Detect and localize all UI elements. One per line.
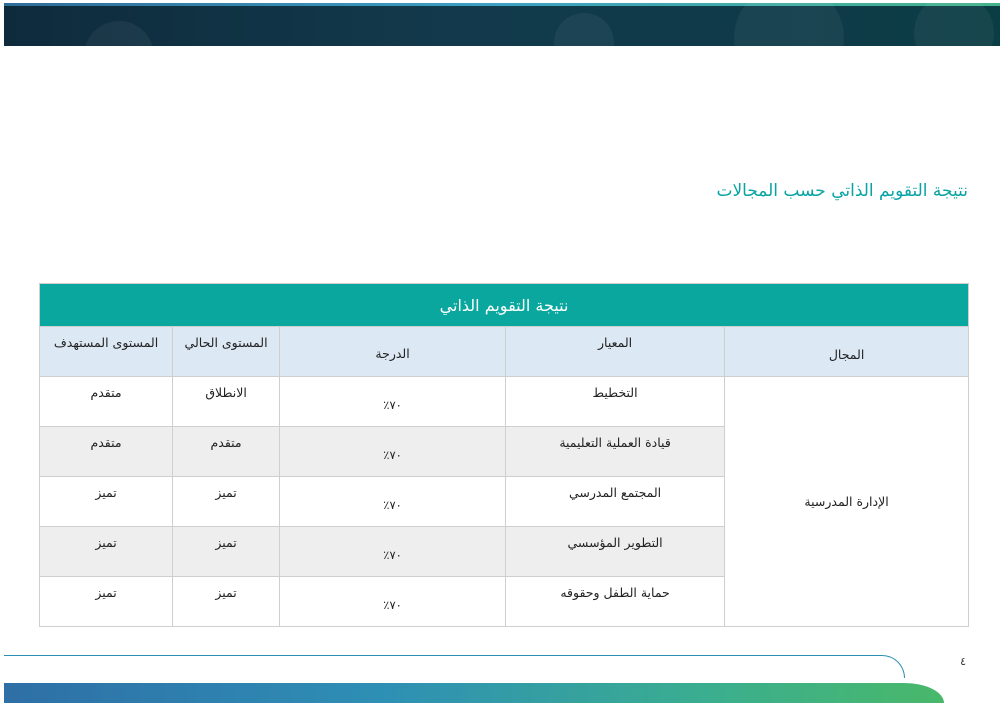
criterion-cell: المجتمع المدرسي — [506, 477, 725, 527]
banner-decoration — [914, 3, 994, 46]
score-cell: ٧٠٪ — [280, 427, 506, 477]
table-caption-row — [40, 284, 969, 327]
self-evaluation-table — [39, 283, 969, 627]
score-cell: ٧٠٪ — [280, 377, 506, 427]
header-criterion: المعيار — [506, 327, 725, 377]
banner-decoration — [734, 3, 844, 46]
target-level-cell: متقدم — [40, 427, 173, 477]
target-level-cell: تميز — [40, 577, 173, 627]
table-caption: نتيجة التقويم الذاتي — [40, 284, 969, 327]
table-row — [40, 377, 969, 427]
criterion-cell: قيادة العملية التعليمية — [506, 427, 725, 477]
footer-gradient-bar — [4, 683, 944, 703]
score-cell: ٧٠٪ — [280, 477, 506, 527]
header-target-level: المستوى المستهدف — [40, 327, 173, 377]
current-level-cell: تميز — [173, 577, 280, 627]
target-level-cell: تميز — [40, 527, 173, 577]
target-level-cell: تميز — [40, 477, 173, 527]
top-banner — [4, 3, 1000, 46]
table-header-row — [40, 327, 969, 377]
page-number: ٤ — [960, 655, 966, 668]
current-level-cell: تميز — [173, 477, 280, 527]
criterion-cell: التطوير المؤسسي — [506, 527, 725, 577]
criterion-cell: حماية الطفل وحقوقه — [506, 577, 725, 627]
banner-decoration — [554, 13, 614, 46]
current-level-cell: تميز — [173, 527, 280, 577]
banner-decoration — [84, 21, 154, 46]
current-level-cell: متقدم — [173, 427, 280, 477]
footer-divider-line — [4, 655, 905, 678]
header-current-level: المستوى الحالي — [173, 327, 280, 377]
score-cell: ٧٠٪ — [280, 527, 506, 577]
criterion-cell: التخطيط — [506, 377, 725, 427]
header-score: الدرجة — [280, 327, 506, 377]
banner-accent-line — [4, 3, 1000, 6]
header-domain: المجال — [725, 327, 969, 377]
target-level-cell: متقدم — [40, 377, 173, 427]
domain-cell: الإدارة المدرسية — [725, 377, 969, 627]
current-level-cell: الانطلاق — [173, 377, 280, 427]
section-title: نتيجة التقويم الذاتي حسب المجالات — [716, 181, 968, 201]
score-cell: ٧٠٪ — [280, 577, 506, 627]
